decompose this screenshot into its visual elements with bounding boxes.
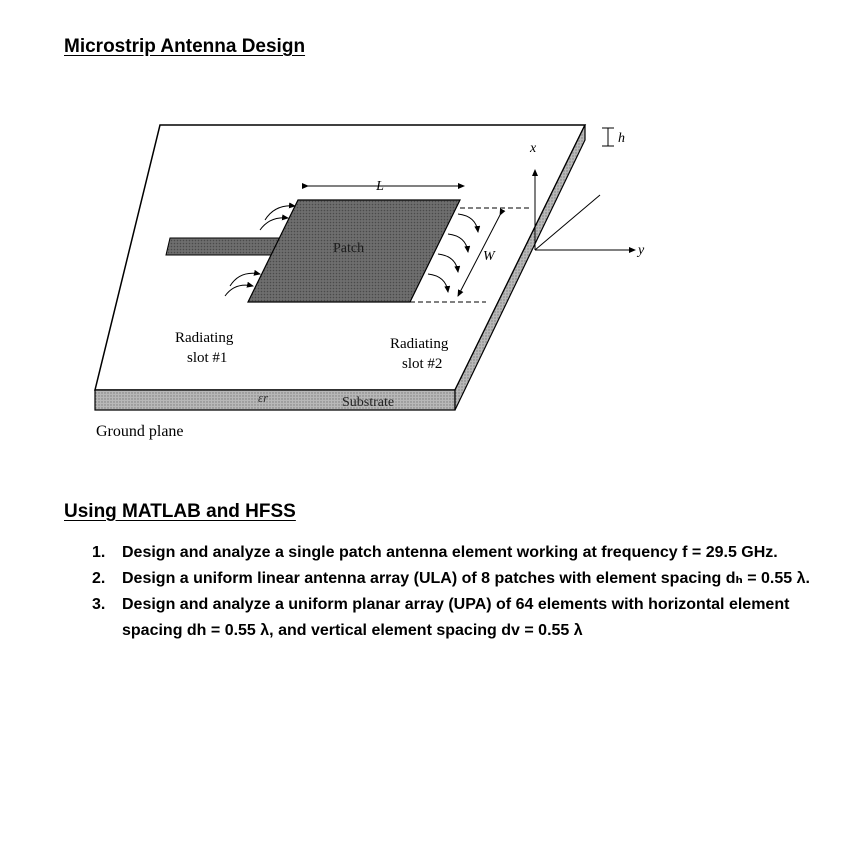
microstrip-antenna-figure: [80, 110, 660, 450]
list-item-number: 2.: [92, 570, 106, 587]
label-h: h: [618, 131, 625, 146]
list-item: [82, 566, 822, 592]
list-item-text: Design a uniform linear antenna array (ULA) of 8 patches with element spacing dₕ = 0.55 λ.: [122, 570, 810, 587]
label-slot1-line1: Radiating: [175, 330, 234, 346]
section-heading: Using MATLAB and HFSS: [64, 501, 296, 522]
label-ground-plane: Ground plane: [96, 423, 184, 440]
list-item-text: Design and analyze a single patch antenna element working at frequency f = 29.5 GHz.: [122, 544, 778, 561]
label-slot1-line2: slot #1: [187, 350, 228, 366]
page-title: Microstrip Antenna Design: [64, 36, 306, 57]
substrate-front-edge: [95, 390, 455, 410]
label-W: W: [483, 249, 495, 264]
list-item: [82, 540, 822, 566]
label-y: y: [638, 243, 645, 258]
label-er: εr: [258, 390, 269, 405]
label-x: x: [530, 141, 537, 156]
list-item: [82, 592, 822, 644]
task-list: [82, 540, 822, 644]
label-substrate: Substrate: [342, 395, 395, 410]
list-item-text: Design and analyze a uniform planar array (UPA) of 64 elements with horizontal element spacing dh = 0.55 λ, and vertical element spacing dv = 0.55 λ: [122, 596, 790, 639]
antenna-diagram: [80, 110, 660, 450]
list-item-number: 3.: [92, 596, 106, 613]
label-patch: Patch: [333, 241, 365, 256]
label-slot2-line2: slot #2: [402, 356, 443, 372]
list-item-number: 1.: [92, 544, 106, 561]
label-L: L: [376, 179, 384, 194]
label-slot2-line1: Radiating: [390, 336, 449, 352]
